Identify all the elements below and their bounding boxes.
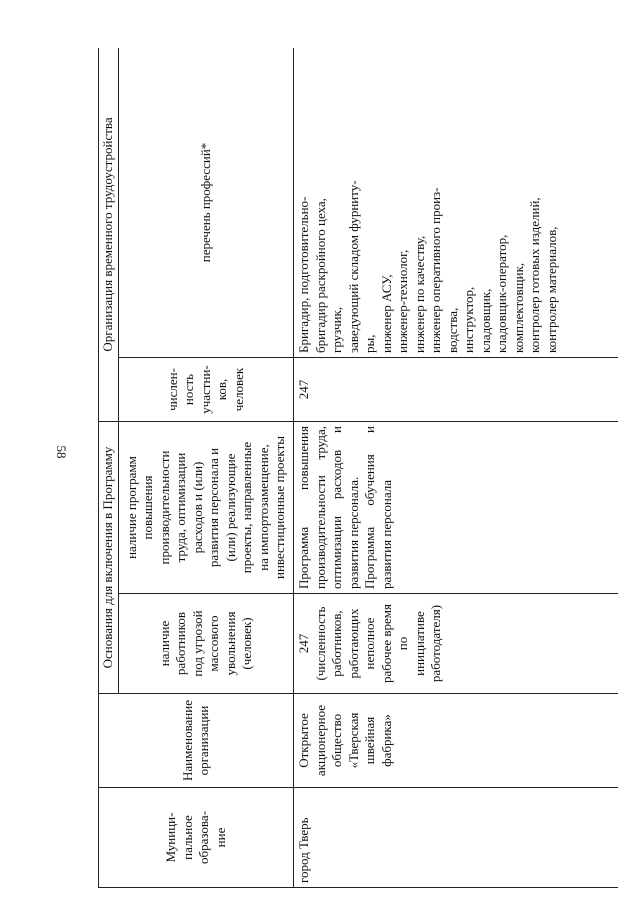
header-participants: [119, 358, 294, 422]
header-group-row: [99, 48, 119, 888]
text-line: образова-: [196, 811, 211, 865]
cell-professions-list: [296, 52, 560, 353]
text-line: (человек): [239, 617, 254, 670]
text-line: участни-: [197, 365, 213, 414]
header-programs-text: [124, 426, 289, 589]
header-workers-threat: [119, 594, 294, 694]
profession-item: комплектовщик,: [510, 262, 526, 353]
text-line: развития персонала и: [206, 447, 221, 568]
header-group-basis: Основания для включения в Программу: [99, 422, 119, 694]
header-programs: [119, 422, 294, 594]
cell-organization-name: [294, 694, 619, 788]
text-line: неполное: [362, 617, 377, 670]
text-line: акционерное: [312, 704, 328, 777]
text-line: работников,: [329, 610, 344, 677]
profession-item: инженер-технолог,: [395, 249, 410, 353]
profession-item: кладовщик,: [477, 288, 493, 353]
rotated-table-container: [98, 48, 618, 888]
profession-item: Бригадир, подготовительно-: [296, 196, 311, 353]
cell-municipality: город Тверь: [294, 788, 619, 888]
text-line: производительности: [156, 450, 172, 565]
text-line: числен-: [164, 368, 180, 411]
profession-item: кладовщик-оператор,: [494, 234, 509, 353]
cell-professions: [294, 48, 619, 358]
text-line: работников: [173, 611, 188, 676]
text-line: ние: [212, 827, 228, 848]
text-line: расходов и (или): [189, 461, 205, 554]
profession-item: грузчик,: [329, 306, 344, 353]
header-participants-text: [165, 362, 248, 417]
profession-item: водства,: [444, 307, 460, 353]
profession-item: инженер АСУ,: [378, 274, 394, 353]
text-line: повышения: [140, 475, 155, 540]
text-line: человек: [230, 367, 246, 412]
text-line: увольнения: [222, 611, 238, 676]
profession-item: контролер готовых изделий,: [527, 197, 542, 353]
text-line: 247: [296, 633, 311, 654]
text-line: (или) реализующие: [222, 453, 238, 562]
text-line: пальное: [179, 815, 195, 860]
text-line: «Тверская: [345, 712, 361, 769]
header-organization-name-text: [180, 698, 213, 783]
profession-item: ры,: [362, 334, 377, 353]
cell-workers-threat: [294, 594, 619, 694]
rotated-table-canvas: [98, 48, 618, 888]
text-line: Открытое: [296, 713, 311, 768]
text-line: швейная: [362, 716, 377, 765]
header-professions: перечень профессий*: [119, 48, 294, 358]
profession-item: бригадир раскройного цеха,: [312, 198, 328, 353]
text-line: инициативе: [411, 611, 427, 676]
text-line: работодателя): [428, 604, 443, 683]
text-line: Муници-: [163, 812, 178, 863]
text-line: Программа повышения производительности труда, оптимизации расходов и развития персонала.: [296, 426, 361, 589]
text-line: (численность: [312, 606, 328, 681]
profession-item: инженер по качеству,: [411, 235, 427, 353]
header-group-temp-employment: Организация временного трудоустройства: [99, 48, 119, 422]
program-table: [98, 48, 618, 888]
text-line: ков,: [214, 378, 230, 401]
text-line: под угрозой: [189, 610, 205, 677]
text-line: на импортозамещение,: [255, 444, 271, 571]
header-municipality: [99, 788, 294, 888]
profession-item: инженер оперативного произ-: [428, 187, 443, 353]
text-line: организации: [196, 705, 211, 776]
text-line: ность: [181, 373, 197, 406]
cell-organization-name-text: [296, 698, 395, 783]
cell-programs-text: [296, 426, 395, 589]
cell-participants: 247: [294, 358, 619, 422]
table-row: [294, 48, 619, 888]
profession-item: заведующий складом фурниту-: [345, 180, 361, 353]
profession-item: инструктор,: [461, 286, 476, 353]
text-line: проекты, направленные: [239, 441, 254, 574]
text-line: наличие: [156, 620, 172, 667]
text-line: Программа обучения и развития персонала: [362, 426, 394, 589]
text-line: по: [395, 636, 410, 651]
profession-item: контролер материалов,: [543, 226, 559, 353]
text-line: инвестиционные проекты: [272, 436, 287, 580]
text-line: Наименование: [179, 700, 195, 781]
header-municipality-text: [163, 792, 229, 883]
text-line: труда, оптимизации: [173, 452, 188, 563]
text-line: массового: [206, 615, 221, 672]
text-line: наличие программ: [123, 456, 139, 559]
text-line: работающих: [345, 608, 361, 679]
text-line: рабочее время: [378, 604, 394, 683]
header-organization-name: [99, 694, 294, 788]
cell-workers-threat-text: [296, 598, 445, 689]
text-line: фабрика»: [378, 714, 394, 767]
header-workers-threat-text: [157, 598, 256, 689]
text-line: общество: [329, 713, 344, 768]
cell-programs: [294, 422, 619, 594]
page-number: 58: [54, 445, 69, 459]
